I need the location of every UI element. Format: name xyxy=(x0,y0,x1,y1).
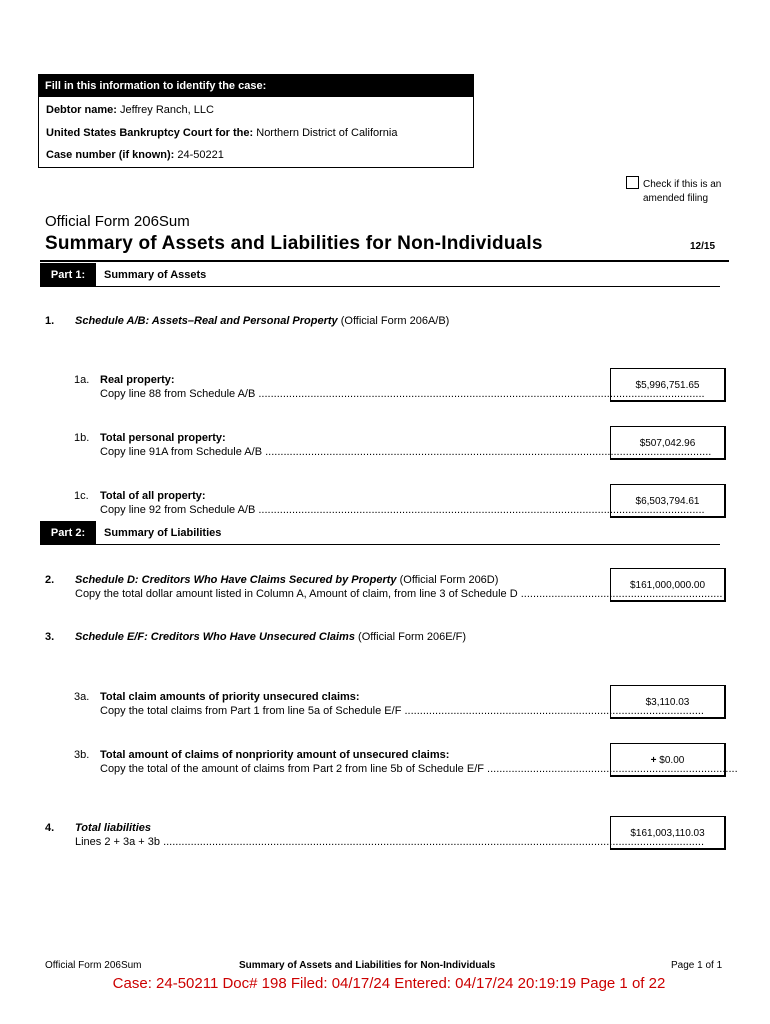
court-filing-stamp: Case: 24-50211 Doc# 198 Filed: 04/17/24 Entered: 04/17/24 20:19:19 Page 1 of 22 xyxy=(112,975,666,992)
item1c-title: Total of all property: xyxy=(100,490,206,502)
item1a-description: Copy line 88 from Schedule A/B .................................................................................................................................................. xyxy=(100,388,705,400)
item2-number: 2. xyxy=(45,574,55,586)
item2-heading xyxy=(75,574,498,586)
item4-desc-text: Lines 2 + 3a + 3b xyxy=(75,836,161,848)
item4-number: 4. xyxy=(45,822,55,834)
part2-rule xyxy=(96,544,720,545)
item1b-title: Total personal property: xyxy=(100,432,226,444)
plus-sign: + xyxy=(650,755,657,766)
item1a-number: 1a. xyxy=(74,374,90,386)
item1a-title: Real property: xyxy=(100,374,175,386)
item3a-amount[interactable]: $3,110.03 xyxy=(610,685,726,719)
item3a-title: Total claim amounts of priority unsecured claims: xyxy=(100,691,360,703)
case-info-box xyxy=(38,74,474,168)
item1c-description: Copy line 92 from Schedule A/B .................................................................................................................................................. xyxy=(100,504,705,516)
part1-rule xyxy=(96,286,720,287)
item1-schedule: Schedule A/B: Assets–Real and Personal Property xyxy=(75,315,338,327)
item1b-desc-text: Copy line 91A from Schedule A/B xyxy=(100,446,263,458)
part2-title: Summary of Liabilities xyxy=(104,527,222,539)
item2-description: Copy the total dollar amount listed in Column A, Amount of claim, from line 3 of Schedule D .................................................................. xyxy=(75,588,723,600)
item2-desc-text: Copy the total dollar amount listed in Column A, Amount of claim, from line 3 of Schedule D xyxy=(75,588,518,600)
item3b-description: Copy the total of the amount of claims from Part 2 from line 5b of Schedule E/F .................................................................................. xyxy=(100,763,738,775)
item3-number: 3. xyxy=(45,631,55,643)
item2-amount[interactable]: $161,000,000.00 xyxy=(610,568,726,602)
item3b-amount-value: $0.00 xyxy=(659,755,685,766)
item1c-number: 1c. xyxy=(74,490,89,502)
part1-title: Summary of Assets xyxy=(104,269,207,281)
debtor-name-value: Jeffrey Ranch, LLC xyxy=(119,104,214,116)
item3a-desc-text: Copy the total claims from Part 1 from line 5a of Schedule E/F xyxy=(100,705,402,717)
court-value: Northern District of California xyxy=(256,127,398,139)
case-number-label: Case number (if known): xyxy=(46,149,175,161)
item3-schedule: Schedule E/F: Creditors Who Have Unsecured Claims xyxy=(75,631,355,643)
item4-amount[interactable]: $161,003,110.03 xyxy=(610,816,726,850)
case-number-row xyxy=(46,149,224,161)
item1c-amount[interactable]: $6,503,794.61 xyxy=(610,484,726,518)
amended-filing-checkbox[interactable] xyxy=(626,176,639,189)
part2-tag: Part 2: xyxy=(40,521,96,545)
item1-form: (Official Form 206A/B) xyxy=(340,315,450,327)
item1-heading xyxy=(75,315,449,327)
footer-page: Page 1 of 1 xyxy=(671,960,723,971)
item3-heading xyxy=(75,631,466,643)
item1b-number: 1b. xyxy=(74,432,90,444)
item3b-amount[interactable] xyxy=(610,743,726,777)
page-title: Summary of Assets and Liabilities for Non-Individuals xyxy=(45,233,543,254)
item3b-title: Total amount of claims of nonpriority amount of unsecured claims: xyxy=(100,749,450,761)
footer-title: Summary of Assets and Liabilities for Non-Individuals xyxy=(239,960,496,971)
item1-number: 1. xyxy=(45,315,55,327)
item3a-description: Copy the total claims from Part 1 from line 5a of Schedule E/F .................................................................................................. xyxy=(100,705,704,717)
item3b-desc-text: Copy the total of the amount of claims from Part 2 from line 5b of Schedule E/F xyxy=(100,763,484,775)
item4-title: Total liabilities xyxy=(75,822,151,834)
item1a-amount[interactable]: $5,996,751.65 xyxy=(610,368,726,402)
item4-description: Lines 2 + 3a + 3b ................................................................................................................................................................................. xyxy=(75,836,705,848)
debtor-name-label: Debtor name: xyxy=(46,104,117,116)
debtor-name-row xyxy=(46,104,214,116)
part1-header xyxy=(40,263,720,287)
footer-form-number: Official Form 206Sum xyxy=(45,960,142,971)
item1c-desc-text: Copy line 92 from Schedule A/B xyxy=(100,504,256,516)
court-label: United States Bankruptcy Court for the: xyxy=(46,127,254,139)
item1b-description: Copy line 91A from Schedule A/B .................................................................................................................................................. xyxy=(100,446,712,458)
item3-form: (Official Form 206E/F) xyxy=(358,631,467,643)
form-version: 12/15 xyxy=(690,241,716,252)
case-number-value: 24-50221 xyxy=(177,149,224,161)
item1b-amount[interactable]: $507,042.96 xyxy=(610,426,726,460)
item2-schedule: Schedule D: Creditors Who Have Claims Secured by Property xyxy=(75,574,397,586)
item3b-number: 3b. xyxy=(74,749,90,761)
item1a-desc-text: Copy line 88 from Schedule A/B xyxy=(100,388,256,400)
item3a-number: 3a. xyxy=(74,691,90,703)
case-info-header: Fill in this information to identify the case: xyxy=(39,75,473,97)
title-rule xyxy=(40,260,729,262)
amended-filing-label: Check if this is an amended filing xyxy=(643,179,722,204)
part2-header xyxy=(40,521,720,545)
part1-tag: Part 1: xyxy=(40,263,96,287)
form-number: Official Form 206Sum xyxy=(45,213,190,230)
item2-form: (Official Form 206D) xyxy=(399,574,499,586)
court-row xyxy=(46,127,397,139)
